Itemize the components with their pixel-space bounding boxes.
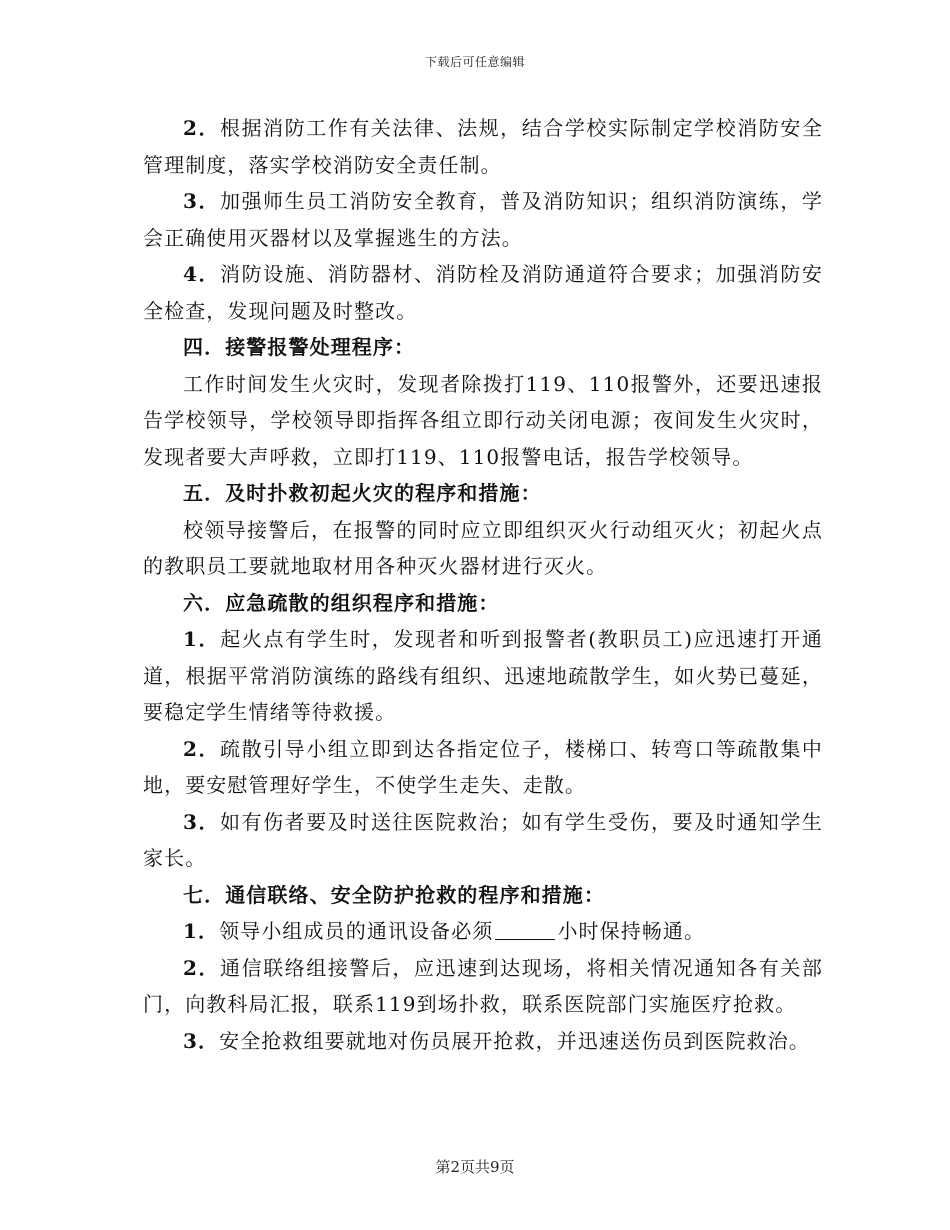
paragraph-text: 起火点有学生时，发现者和听到报警者(教职员工)应迅速打开通道，根据平常消防演练的路线有组织、迅速地疏散学生，如火势已蔓延，要稳定学生情绪等待救援。 [143,627,823,724]
paragraph-4 [143,256,823,329]
paragraph-comm-1 [143,913,823,950]
paragraph-text: 加强师生员工消防安全教育，普及消防知识；组织消防演练，学会正确使用灭器材以及掌握逃生的方法。 [143,189,823,250]
paragraph-text: 根据消防工作有关法律、法规，结合学校实际制定学校消防安全管理制度，落实学校消防安全责任制。 [143,116,823,177]
item-number: 3． [183,189,221,213]
item-number: 2． [183,955,221,980]
paragraph-text: 消防设施、消防器材、消防栓及消防通道符合要求；加强消防安全检查，发现问题及时整改。 [143,262,823,323]
paragraph-2 [143,110,823,183]
header-note: 下载后可任意编辑 [424,55,525,69]
item-number: 2． [183,116,221,140]
paragraph-comm-2 [143,950,823,1023]
paragraph-text-after: 小时保持畅通。 [557,919,706,943]
paragraph-text: 安全抢救组要就地对伤员展开抢救，并迅速送伤员到医院救治。 [219,1028,810,1053]
item-number: 3． [183,1028,220,1053]
section-heading-5: 五．及时扑救初起火灾的程序和措施： [183,481,542,505]
fill-in-blank [495,919,555,940]
item-number: 4． [183,262,221,286]
paragraph-firefight: 校领导接警后，在报警的同时应立即组织灭火行动组灭火；初起火点的教职员工要就地取材用各种灭火器材进行灭火。 [143,517,823,578]
section-heading-7: 七．通信联络、安全防护抢救的程序和措施： [183,882,605,907]
paragraph-3 [143,183,823,256]
item-number: 3． [183,809,221,834]
paragraph-text: 通信联络组接警后，应迅速到达现场，将相关情况通知各有关部门，向教科局汇报，联系119到场扑救，联系医院部门实施医疗抢救。 [143,955,823,1016]
paragraph-text-before: 领导小组成员的通讯设备必须 [219,919,494,943]
paragraph-evac-1 [143,621,823,731]
item-number: 1． [183,919,220,943]
section-heading-6: 六．应急疏散的组织程序和措施： [183,590,500,615]
paragraph-evac-3 [143,804,823,877]
document-body [143,110,823,1059]
page-number: 第2页共9页 [435,1158,515,1176]
paragraph-comm-3 [143,1023,823,1060]
paragraph-text: 疏散引导小组立即到达各指定位子，楼梯口、转弯口等疏散集中地，要安慰管理好学生，不使学生走失、走散。 [143,736,823,797]
paragraph-text: 如有伤者要及时送往医院救治；如有学生受伤，要及时通知学生家长。 [143,809,823,870]
paragraph-evac-2 [143,731,823,804]
paragraph-alarm: 工作时间发生火灾时，发现者除拨打119、110报警外，还要迅速报告学校领导，学校领导即指挥各组立即行动关闭电源；夜间发生火灾时，发现者要大声呼救，立即打119、110报警电话，报告学校领导。 [143,371,823,469]
item-number: 2． [183,736,221,761]
section-heading-4: 四．接警报警处理程序： [183,335,416,359]
item-number: 1． [183,627,221,651]
